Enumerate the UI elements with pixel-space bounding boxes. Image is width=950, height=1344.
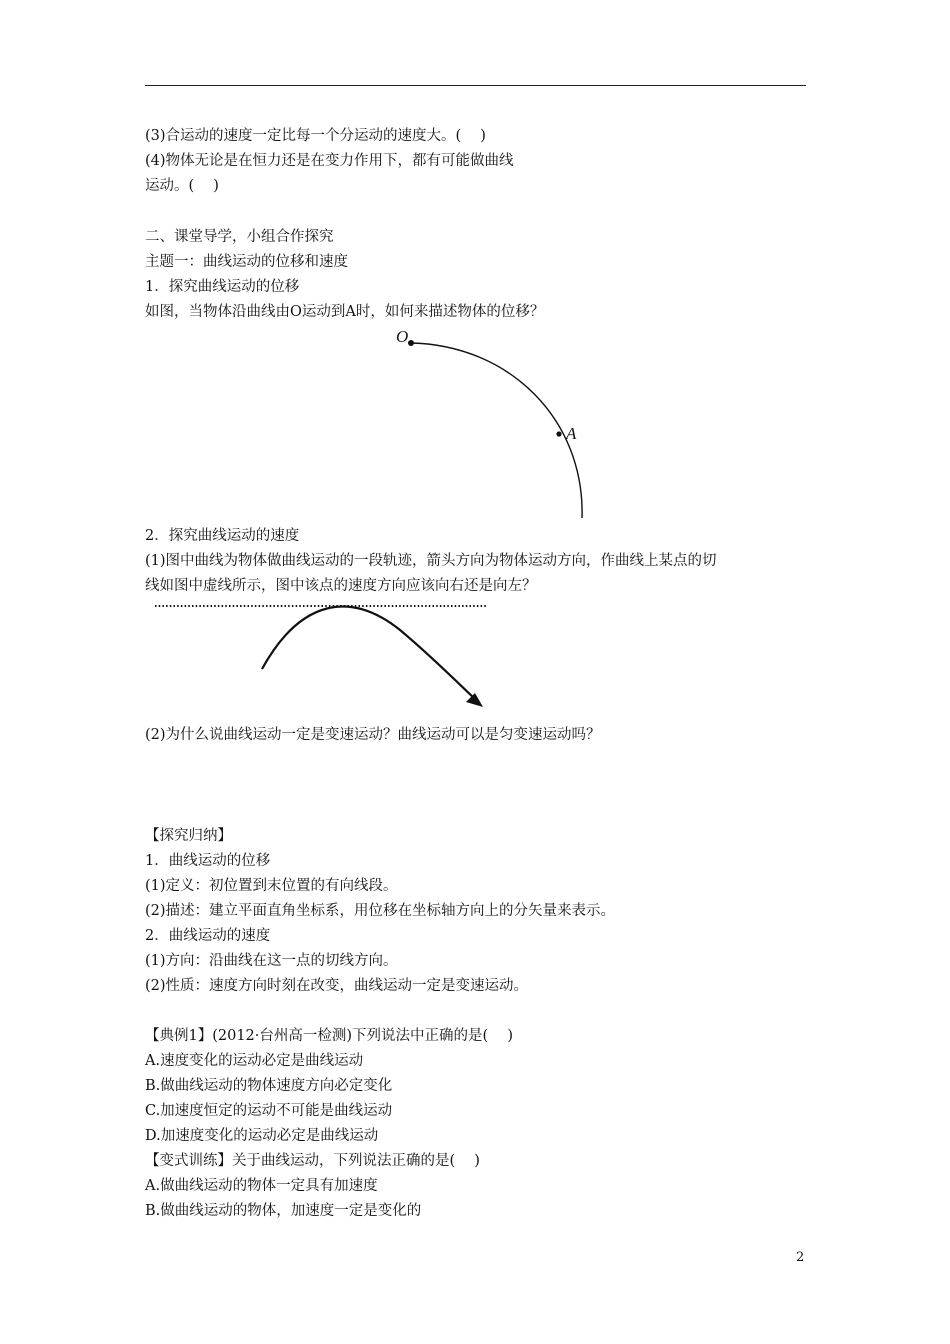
summary-definition: (1)定义：初位置到末位置的有向线段。: [145, 878, 398, 894]
figure-tangent: [155, 606, 487, 707]
velocity-question-line2: 线如图中虚线所示，图中该点的速度方向应该向右还是向左？: [145, 578, 537, 594]
summary-heading: 【探究归纳】: [145, 828, 232, 844]
section-heading: 二、课堂导学，小组合作探究: [145, 229, 334, 245]
sub-heading-displacement: 1．探究曲线运动的位移: [145, 279, 300, 295]
example-option-a: A.速度变化的运动必定是曲线运动: [145, 1053, 364, 1069]
example-option-b: B.做曲线运动的物体速度方向必定变化: [145, 1078, 393, 1094]
label-a: A: [566, 424, 577, 443]
variant-option-a: A.做曲线运动的物体一定具有加速度: [145, 1178, 378, 1194]
displacement-question: 如图，当物体沿曲线由O运动到A时，如何来描述物体的位移？: [145, 304, 545, 320]
trajectory-curve: [262, 607, 477, 701]
example-1-heading: 【典例1】(2012·台州高一检测)下列说法中正确的是( ): [145, 1028, 513, 1044]
variant-option-b: B.做曲线运动的物体，加速度一定是变化的: [145, 1203, 422, 1219]
question-4-line2: 运动。( ): [145, 178, 219, 194]
topic-heading: 主题一：曲线运动的位移和速度: [145, 254, 348, 270]
example-option-d: D.加速度变化的运动必定是曲线运动: [145, 1128, 379, 1144]
example-option-c: C.加速度恒定的运动不可能是曲线运动: [145, 1103, 393, 1119]
summary-velocity: 2．曲线运动的速度: [145, 928, 271, 944]
label-o: O: [396, 327, 409, 346]
question-4-line1: (4)物体无论是在恒力还是在变力作用下，都有可能做曲线: [145, 153, 514, 169]
summary-description: (2)描述：建立平面直角坐标系，用位移在坐标轴方向上的分矢量来表示。: [145, 903, 616, 919]
question-3: (3)合运动的速度一定比每一个分运动的速度大。( ): [145, 128, 486, 144]
velocity-question-2: (2)为什么说曲线运动一定是变速运动？曲线运动可以是匀变速运动吗？: [145, 727, 601, 743]
velocity-question-line1: (1)图中曲线为物体做曲线运动的一段轨迹，箭头方向为物体运动方向，作曲线上某点的切: [145, 553, 717, 569]
figure-curve-o-a: [408, 340, 582, 518]
variant-training-heading: 【变式训练】关于曲线运动，下列说法正确的是( ): [145, 1153, 480, 1169]
page-number: 2: [796, 1250, 805, 1265]
summary-direction: (1)方向：沿曲线在这一点的切线方向。: [145, 953, 398, 969]
point-a-dot: [556, 431, 561, 436]
summary-displacement: 1．曲线运动的位移: [145, 853, 271, 869]
summary-property: (2)性质：速度方向时刻在改变，曲线运动一定是变速运动。: [145, 978, 529, 994]
sub-heading-velocity: 2．探究曲线运动的速度: [145, 528, 300, 544]
point-o-dot: [408, 340, 414, 346]
arrow-head-icon: [466, 693, 483, 707]
